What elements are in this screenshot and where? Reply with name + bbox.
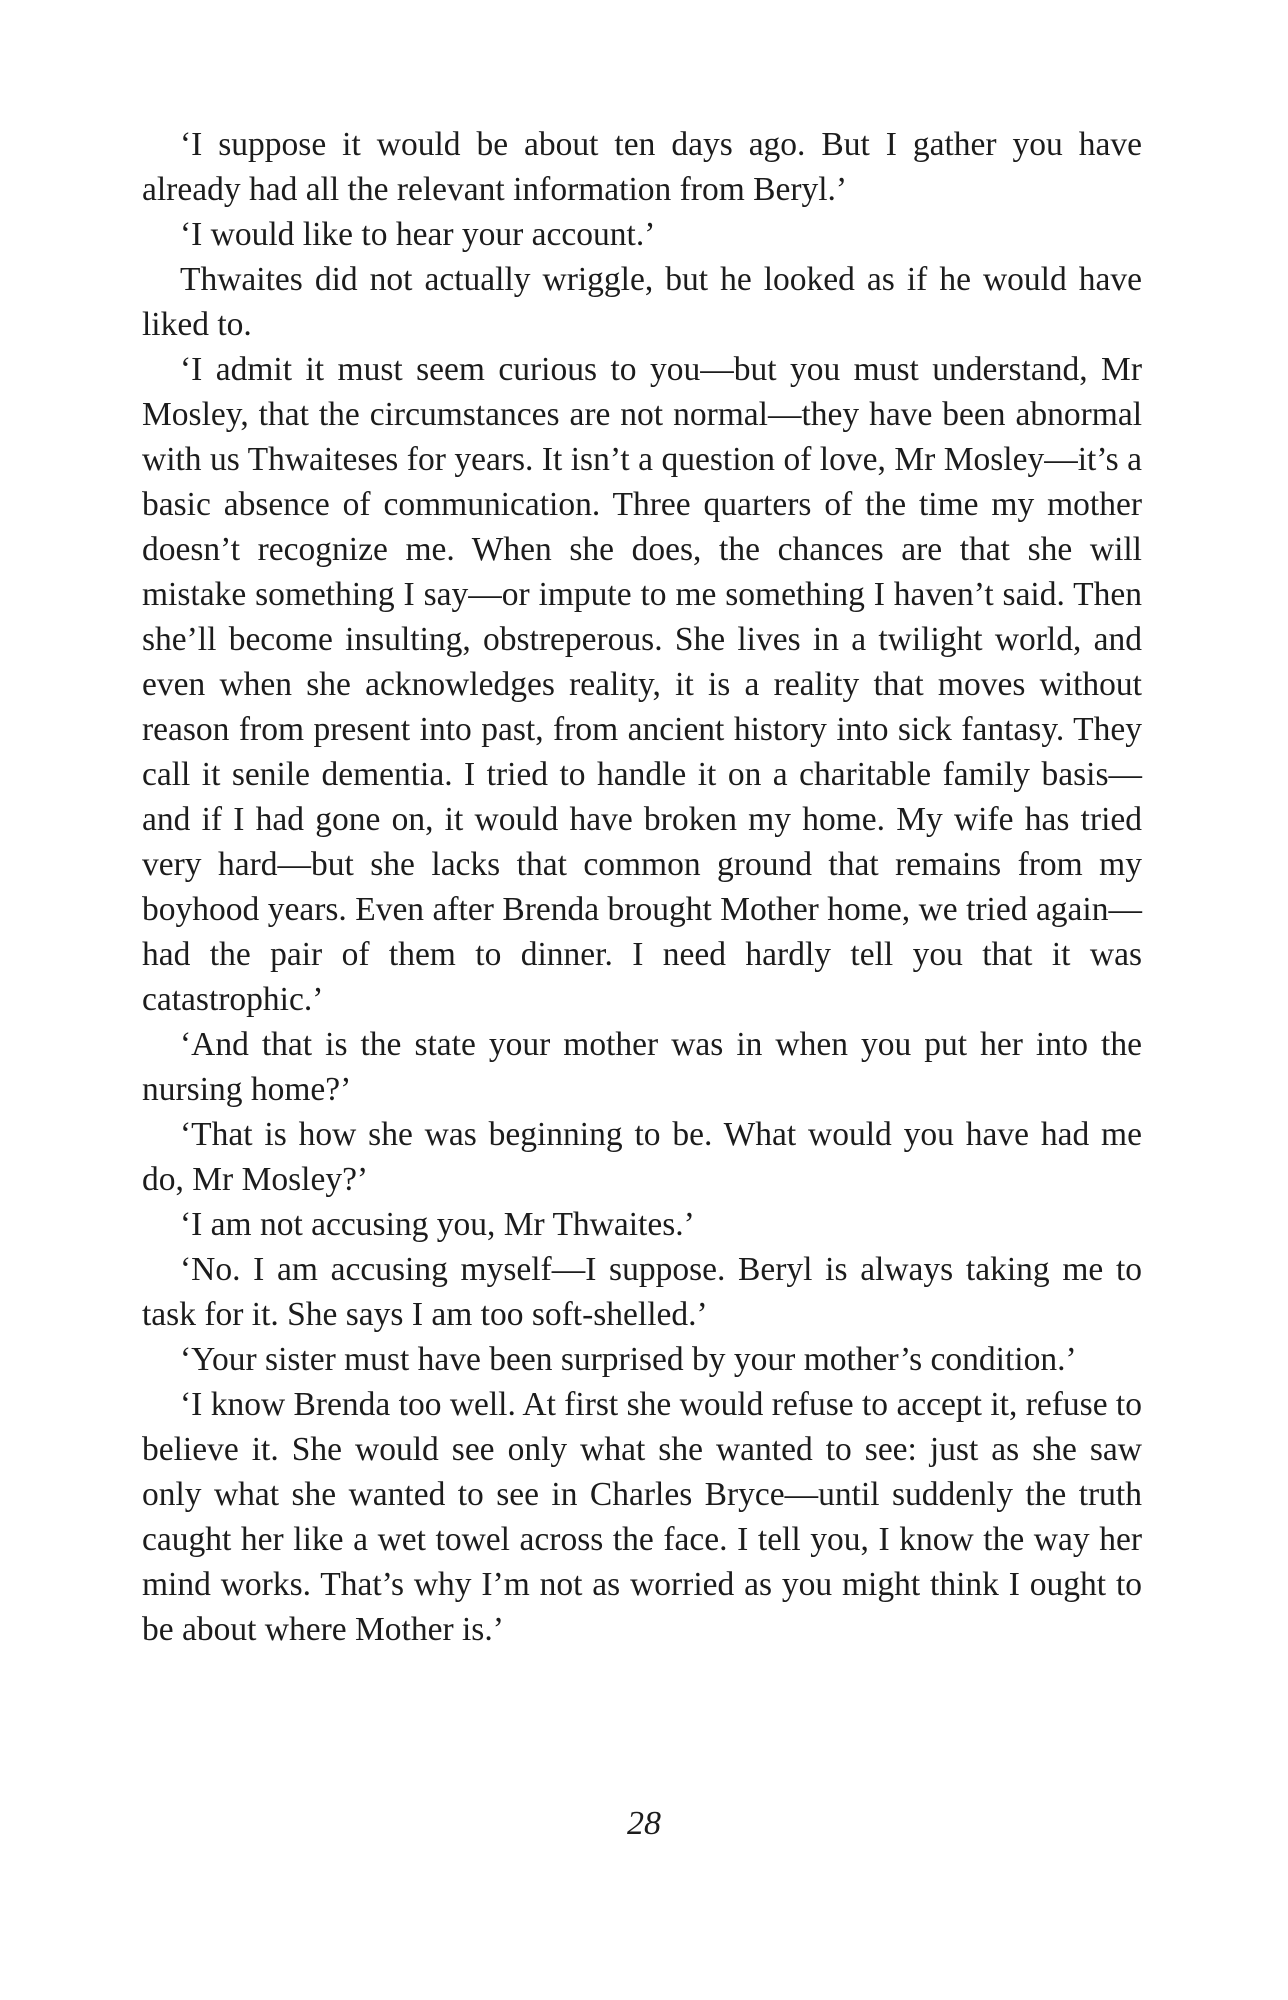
paragraph: ‘And that is the state your mother was in when you put her into the nursing home?’ (142, 1026, 1142, 1108)
paragraph: ‘I am not accusing you, Mr Thwaites.’ (180, 1206, 695, 1243)
paragraph: ‘That is how she was beginning to be. What would you have had me do, Mr Mosley?’ (142, 1116, 1142, 1198)
paragraph: ‘I know Brenda too well. At first she would refuse to accept it, refuse to believe it. She would see only what she wanted to see: just as she saw only what she wanted to see in Charles Bryce—until suddenly the truth caught her like a wet towel across the face. I tell you, I know the way her mind works. That’s why I’m not as worried as you might think I ought to be about where Mother is.’ (142, 1386, 1142, 1648)
paragraph: Thwaites did not actually wriggle, but he looked as if he would have liked to. (142, 261, 1142, 343)
paragraph: ‘I admit it must seem curious to you—but you must understand, Mr Mosley, that the circumstances are not normal—they have been abnormal with us Thwaiteses for years. It isn’t a question of love, Mr Mosley—it’s a basic absence of communication. Three quarters of the time my mother doesn’t recognize me. When she does, the chances are that she will mistake something I say—or impute to me something I haven’t said. Then she’ll become insulting, obstreperous. She lives in a twilight world, and even when she acknowledges reality, it is a reality that moves without reason from present into past, from ancient history into sick fantasy. They call it senile dementia. I tried to handle it on a charitable family basis—and if I had gone on, it would have broken my home. My wife has tried very hard—but she lacks that common ground that remains from my boyhood years. Even after Brenda brought Mother home, we tried again—had the pair of them to dinner. I need hardly tell you that it was catastrophic.’ (142, 351, 1142, 1018)
page-number: 28 (627, 1805, 661, 1842)
paragraph: ‘Your sister must have been surprised by your mother’s condition.’ (180, 1341, 1077, 1378)
paragraph: ‘No. I am accusing myself—I suppose. Beryl is always taking me to task for it. She says I am too soft-shelled.’ (142, 1251, 1142, 1333)
paragraph: ‘I would like to hear your account.’ (180, 216, 656, 253)
body-text (142, 122, 1142, 1652)
paragraph: ‘I suppose it would be about ten days ago. But I gather you have already had all the relevant information from Beryl.’ (142, 126, 1142, 208)
